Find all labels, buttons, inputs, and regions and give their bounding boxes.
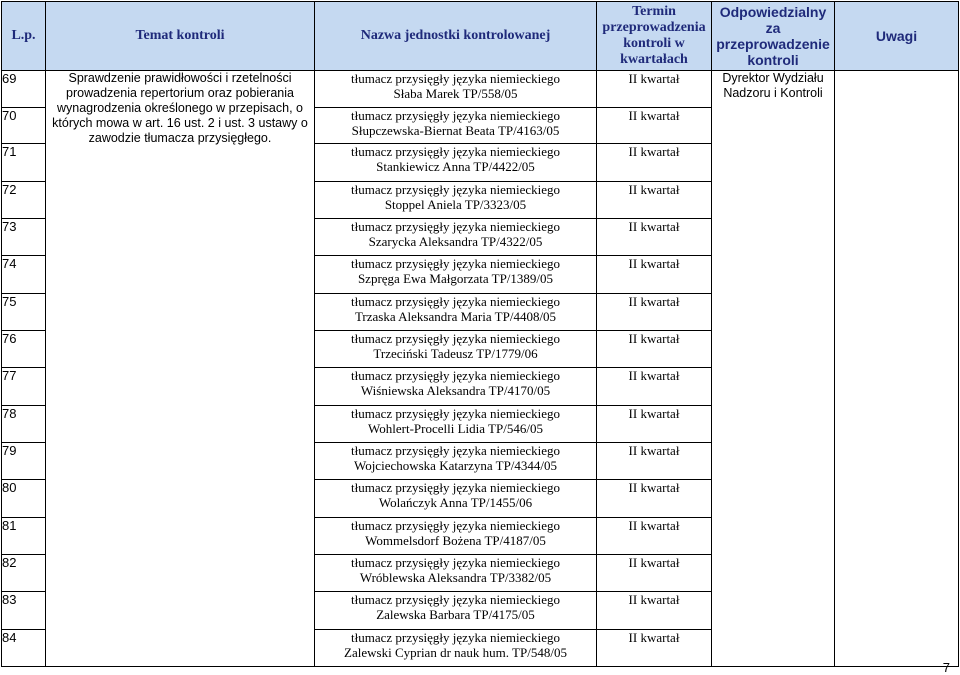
control-term: II kwartał	[597, 219, 712, 256]
controlled-unit	[315, 219, 597, 256]
header-uwagi: Uwagi	[835, 2, 959, 71]
control-term: II kwartał	[597, 443, 712, 480]
unit-person: Słupczewska-Biernat Beata TP/4163/05	[351, 123, 560, 138]
unit-person: Stankiewicz Anna TP/4422/05	[376, 159, 535, 174]
controlled-unit	[315, 256, 597, 294]
unit-person: Słaba Marek TP/558/05	[393, 86, 518, 101]
control-term: II kwartał	[597, 480, 712, 518]
unit-role: tłumacz przysięgły języka niemieckiego	[351, 71, 560, 86]
unit-person: Wojciechowska Katarzyna TP/4344/05	[353, 458, 558, 473]
controlled-unit	[315, 480, 597, 518]
controlled-unit	[315, 443, 597, 480]
unit-person: Szarycka Aleksandra TP/4322/05	[368, 234, 543, 249]
row-lp: 81	[2, 518, 46, 555]
controlled-unit	[315, 592, 597, 630]
row-lp: 74	[2, 256, 46, 294]
row-lp: 82	[2, 555, 46, 592]
controlled-unit	[315, 71, 597, 108]
control-term: II kwartał	[597, 368, 712, 406]
control-term: II kwartał	[597, 182, 712, 219]
row-lp: 71	[2, 144, 46, 182]
unit-role: tłumacz przysięgły języka niemieckiego	[351, 256, 560, 271]
control-term: II kwartał	[597, 592, 712, 630]
control-term: II kwartał	[597, 71, 712, 108]
control-topic: Sprawdzenie prawidłowości i rzetelności prowadzenia repertorium oraz pobierania wynagrodzenia określonego w przepisach, o których mowa w art. 16 ust. 2 i ust. 3 ustawy o zawodzie tłumacza przysięgłego.	[46, 71, 315, 667]
control-term: II kwartał	[597, 331, 712, 368]
controlled-unit	[315, 555, 597, 592]
control-term: II kwartał	[597, 256, 712, 294]
unit-role: tłumacz przysięgły języka niemieckiego	[351, 182, 560, 197]
header-term: Termin przeprowadzenia kontroli w kwartałach	[597, 2, 712, 71]
unit-person: Wiśniewska Aleksandra TP/4170/05	[360, 383, 551, 398]
row-lp: 70	[2, 108, 46, 144]
row-lp: 84	[2, 630, 46, 667]
row-lp: 75	[2, 294, 46, 331]
table-row	[2, 71, 959, 108]
row-lp: 73	[2, 219, 46, 256]
row-lp: 76	[2, 331, 46, 368]
unit-person: Wolańczyk Anna TP/1455/06	[378, 495, 533, 510]
control-term: II kwartał	[597, 518, 712, 555]
controlled-unit	[315, 108, 597, 144]
header-lp: L.p.	[2, 2, 46, 71]
unit-role: tłumacz przysięgły języka niemieckiego	[351, 518, 560, 533]
table-body	[2, 71, 959, 667]
unit-role: tłumacz przysięgły języka niemieckiego	[351, 555, 560, 570]
unit-person: Trzeciński Tadeusz TP/1779/06	[373, 346, 538, 361]
unit-person: Wohlert-Procelli Lidia TP/546/05	[368, 421, 543, 436]
unit-person: Stoppel Aniela TP/3323/05	[384, 197, 527, 212]
unit-person: Wróblewska Aleksandra TP/3382/05	[359, 570, 552, 585]
row-lp: 77	[2, 368, 46, 406]
unit-person: Trzaska Aleksandra Maria TP/4408/05	[354, 309, 557, 324]
control-term: II kwartał	[597, 555, 712, 592]
unit-role: tłumacz przysięgły języka niemieckiego	[351, 294, 560, 309]
controlled-unit	[315, 368, 597, 406]
row-lp: 72	[2, 182, 46, 219]
unit-role: tłumacz przysięgły języka niemieckiego	[351, 368, 560, 383]
page-number: 7	[942, 660, 950, 675]
control-term: II kwartał	[597, 630, 712, 667]
unit-role: tłumacz przysięgły języka niemieckiego	[351, 219, 560, 234]
unit-person: Szpręga Ewa Małgorzata TP/1389/05	[357, 271, 554, 286]
row-lp: 80	[2, 480, 46, 518]
unit-role: tłumacz przysięgły języka niemieckiego	[351, 331, 560, 346]
row-lp: 78	[2, 406, 46, 443]
responsible-person: Dyrektor Wydziału Nadzoru i Kontroli	[712, 71, 835, 667]
header-responsible: Odpowiedzialny za przeprowadzenie kontroli	[712, 2, 835, 71]
control-term: II kwartał	[597, 144, 712, 182]
unit-role: tłumacz przysięgły języka niemieckiego	[351, 406, 560, 421]
header-unit: Nazwa jednostki kontrolowanej	[315, 2, 597, 71]
remarks-cell	[835, 71, 959, 667]
controlled-unit	[315, 144, 597, 182]
controlled-unit	[315, 406, 597, 443]
unit-role: tłumacz przysięgły języka niemieckiego	[351, 592, 560, 607]
unit-role: tłumacz przysięgły języka niemieckiego	[351, 144, 560, 159]
unit-role: tłumacz przysięgły języka niemieckiego	[351, 480, 560, 495]
control-term: II kwartał	[597, 406, 712, 443]
unit-person: Zalewski Cyprian dr nauk hum. TP/548/05	[344, 645, 567, 660]
row-lp: 83	[2, 592, 46, 630]
row-lp: 69	[2, 71, 46, 108]
unit-role: tłumacz przysięgły języka niemieckiego	[351, 630, 560, 645]
unit-role: tłumacz przysięgły języka niemieckiego	[351, 108, 560, 123]
control-term: II kwartał	[597, 294, 712, 331]
table-header-row	[2, 2, 959, 71]
header-temat: Temat kontroli	[46, 2, 315, 71]
control-term: II kwartał	[597, 108, 712, 144]
controlled-unit	[315, 518, 597, 555]
controlled-unit	[315, 331, 597, 368]
unit-role: tłumacz przysięgły języka niemieckiego	[351, 443, 560, 458]
controlled-unit	[315, 294, 597, 331]
unit-person: Zalewska Barbara TP/4175/05	[376, 607, 535, 622]
row-lp: 79	[2, 443, 46, 480]
controlled-unit	[315, 630, 597, 667]
unit-person: Wommelsdorf Bożena TP/4187/05	[365, 533, 546, 548]
control-plan-table	[1, 1, 959, 667]
controlled-unit	[315, 182, 597, 219]
